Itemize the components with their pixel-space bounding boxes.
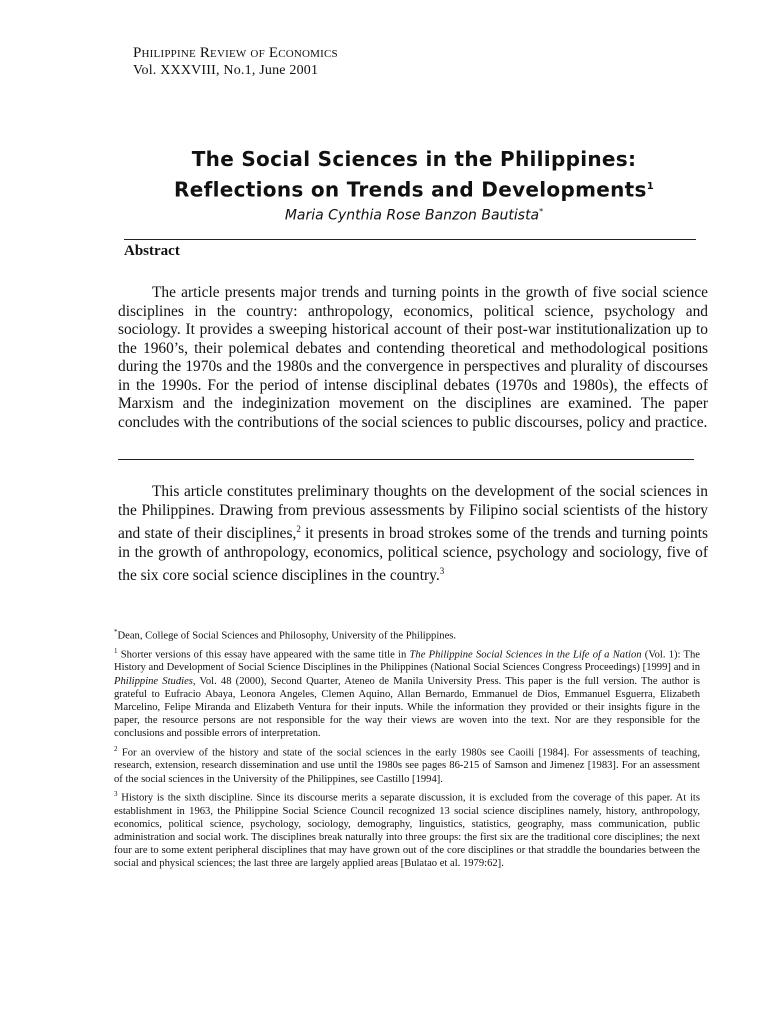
footnote-2-mark: 2 (114, 744, 118, 753)
footnote-star-text: Dean, College of Social Sciences and Philosophy, University of the Philippines. (117, 630, 457, 642)
footnotes (114, 626, 700, 873)
body-text-a: This article constitutes preliminary thoughts on the development of the social sciences in the Philippines. Drawing from previous assessments by Filipino social scientists of the history and state of their disciplines, (118, 483, 708, 543)
footnote-1-mark: 1 (114, 646, 118, 655)
footnote-3-mark: 3 (114, 789, 118, 798)
article-title-line1: The Social Sciences in the Philippines: (191, 147, 637, 171)
journal-name: Philippine Review of Economics (133, 45, 338, 61)
footnote-1-text-a: Shorter versions of this essay have appeared with the same title in (117, 649, 410, 661)
footnote-2-text: For an overview of the history and state of the social sciences in the early 1980s see Caoili [1984]. For assessments of teaching, research, extension, research dissemination and use until the 1980s see pages 86-215 of Samson and Jimenez [1983]. For an assessment of the social sciences in the University of the Philippines, see Castillo [1994]. (114, 747, 700, 785)
abstract-heading: Abstract (124, 243, 180, 259)
footnote-1-italic-title: The Philippine Social Sciences in the Life of a Nation (409, 649, 642, 661)
journal-header (133, 44, 338, 80)
footnote-1-text-c: , Vol. 48 (2000), Second Quarter, Ateneo de Manila University Press. This paper is the full version. The author is grateful to Eufracio Abaya, Leonora Angeles, Clemen Aquino, Allan Bernardo, Emmanuel de Dios, Emmanuel Esguerra, Elizabeth Marcelino, Felipe Miranda and Elizabeth Ventura for their inputs. While the information they provided or their insights figure in the paper, the resource persons are not responsible for the way their views are woven into the text. Nor are they responsible for the conclusions and possible errors of interpretation. (114, 675, 701, 740)
body-paragraph (118, 482, 708, 585)
footnote-2 (114, 743, 700, 786)
title-footnote-ref: 1 (646, 181, 654, 192)
footnote-ref-3: 3 (439, 566, 445, 577)
abstract-text: The article presents major trends and turning points in the growth of five social science disciplines in the country: anthropology, economics, political science, psychology and sociology. It provides a sweeping historical account of their post-war institutionalization up to the 1960’s, their polemical debates and contending theoretical and methodological positions during the 1970s and the 1980s and the convergence in perspectives and plurality of discourses in the 1990s. For the period of intense disciplinal debates (1970s and 1980s), the effects of Marxism and the indeginization movement on the disciplines are examined. The paper concludes with the contributions of the social sciences to public discourses, policy and practice. (118, 284, 708, 431)
title-block (100, 146, 728, 223)
body-paragraph-text (118, 482, 708, 585)
abstract-body (118, 284, 708, 432)
title-text: Reflections on Trends and Developments (174, 177, 647, 202)
abstract-top-rule (124, 239, 696, 240)
footnote-star-mark: * (114, 628, 118, 636)
footnote-ref-2: 2 (296, 524, 301, 534)
footnote-1 (114, 645, 700, 741)
footnote-3 (114, 788, 700, 871)
journal-issue: Vol. XXXVIII, No.1, June 2001 (133, 63, 319, 78)
footnote-1-text-b: (Vol. 1): The History and Development of Social Science Disciplines in the Philippines (National Social Sciences Congress Proceedings) [1999] and in (114, 649, 700, 674)
author-footnote-ref: * (539, 206, 544, 216)
abstract-bottom-rule (118, 459, 694, 460)
footnote-3-text: History is the sixth discipline. Since its discourse merits a separate discussion, it is excluded from the coverage of this paper. At its establishment in 1963, the Philippine Social Science Council recognized 13 social science disciplines namely, history, anthropology, economics, political science, psychology, sociology, demography, linguistics, statistics, geography, mass communication, public administration and social work. The disciplines break naturally into three groups: the first six are the traditional core disciplines; the next four are to some extent peripheral disciplines that may have grown out of the core disciplines or that straddle the boundaries between the social and physical sciences; the last three are largely applied areas [Bulatao et al. 1979:62]. (114, 792, 700, 870)
footnote-star (114, 626, 700, 643)
author-name: Maria Cynthia Rose Banzon Bautista (284, 207, 540, 224)
footnote-1-italic-journal: Philippine Studies (114, 675, 193, 687)
body-text-b: it presents in broad strokes some of the trends and turning points in the growth of anthropology, economics, political science, psychology and sociology, five of the six core social science disciplines in the country. (118, 525, 708, 585)
article-title-line2 (100, 173, 728, 204)
author-line (100, 207, 728, 224)
